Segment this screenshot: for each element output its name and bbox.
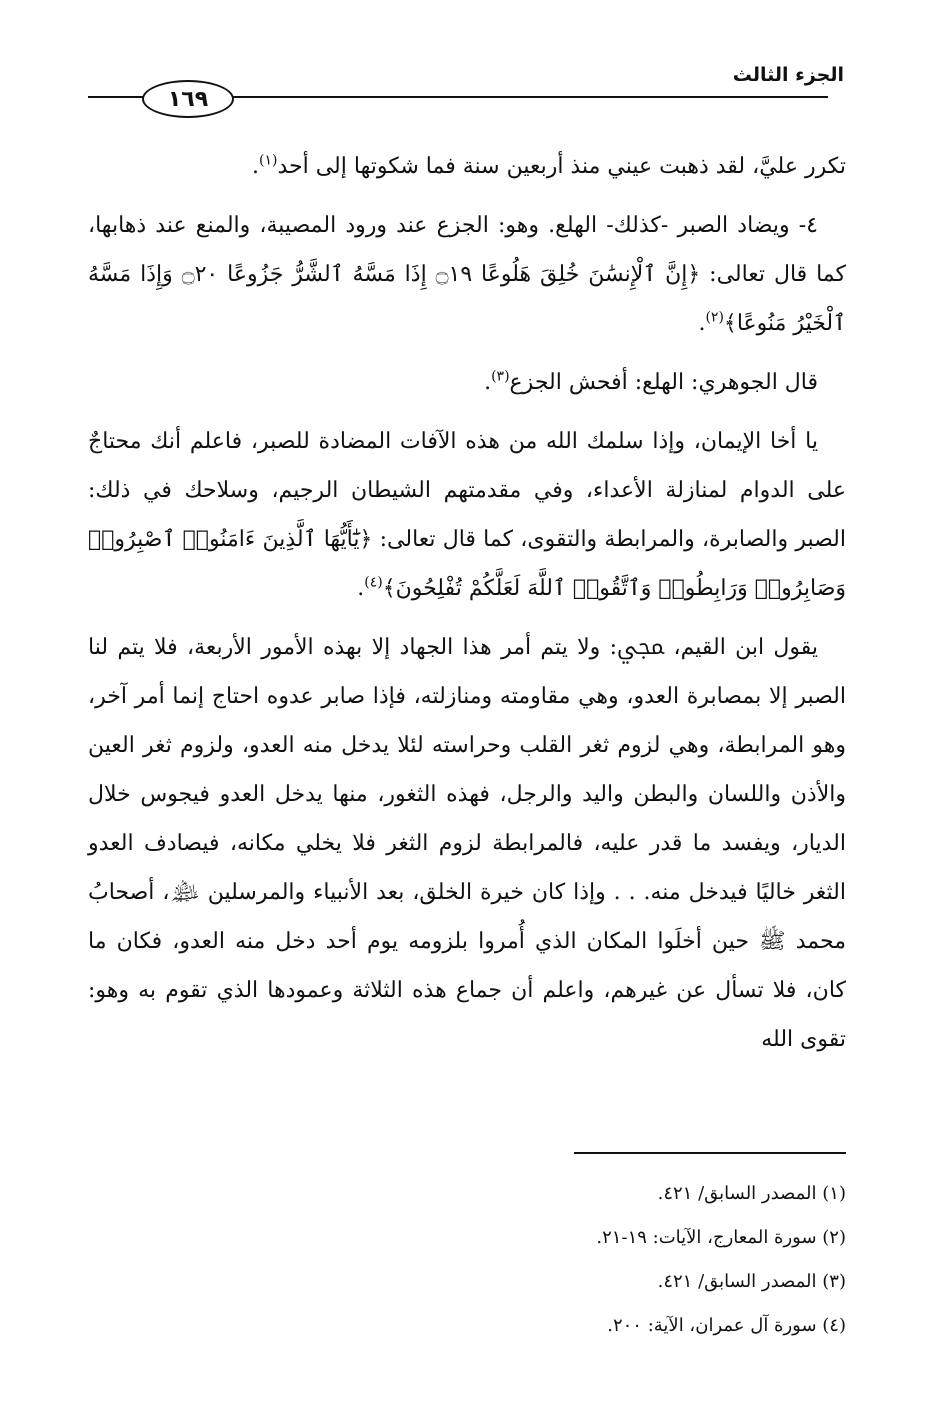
footnote-separator: [574, 1152, 846, 1154]
paragraph-3: قال الجوهري: الهلع: أفحش الجزع$^{(٣)}$.: [484, 368, 818, 395]
paragraph-4: يا أخا الإيمان، وإذا سلمك الله من هذه الآفات المضادة للصبر، فاعلم أنك محتاجٌ على الدوام لمنازلة الأعداء، وفي مقدمتهم الشيطان الرجيم، وسلاحك في ذلك: الصبر والصابرة، والمرابطة والتقوى، كما قال تعالى: ﴿يَٰٓأَيُّهَا ٱلَّذِينَ ءَامَنُوا۟ ٱصْبِرُوا۟ وَصَابِرُوا۟ وَرَابِطُوا۟ وَٱتَّقُوا۟ ٱللَّهَ لَعَلَّكُمْ تُفْلِحُونَ﴾$^{(٤)}$.: [88, 429, 847, 601]
footnote-ref-4: (٤): [364, 574, 383, 591]
footnote-4: (٤) سورة آل عمران، الآية: ٢٠٠.: [607, 1315, 846, 1336]
page-number: ١٦٩: [167, 86, 209, 112]
quran-verse-1: ﴿إِنَّ ٱلْإِنسَٰنَ خُلِقَ هَلُوعًا ۝١٩ إِذَا مَسَّهُ ٱلشَّرُّ جَزُوعًا ۝٢٠ وَإِذَا مَسَّهُ ٱلْخَيْرُ مَنُوعًا﴾: [88, 262, 846, 336]
paragraph-5: يقول ابن القيم، ﷀ: ولا يتم أمر هذا الجهاد إلا بهذه الأمور الأربعة، فلا يتم لنا الصبر إلا بمصابرة العدو، وهي مقاومته ومنازلته، فإذا صابر عدوه احتاج إنما أمر آخر، وهو المرابطة، وهي لزوم ثغر القلب وحراسته لئلا يدخل منه العدو، ولزوم ثغر العين والأذن واللسان والبطن واليد والرجل، فهذه الثغور، منها يدخل العدو فيجوس خلال الديار، ويفسد ما قدر عليه، فالمرابطة لزوم الثغر فلا يخلي مكانه، فيصادف العدو الثغر خاليًا فيدخل منه. . . وإذا كان خيرة الخلق، بعد الأنبياء والمرسلين ﵈، أصحابُ محمد ﷺ حين أخلَوا المكان الذي أُمروا بلزومه يوم أحد دخل منه العدو، فكان ما كان، فلا تسأل عن غيرهم، واعلم أن جماع هذه الثلاثة وعمودها الذي تقوم به وهو: تقوى الله: [88, 635, 846, 1052]
quran-verse-2: ﴿يَٰٓأَيُّهَا ٱلَّذِينَ ءَامَنُوا۟ ٱصْبِرُوا۟ وَصَابِرُوا۟ وَرَابِطُوا۟ وَٱتَّقُوا۟ ٱللَّهَ لَعَلَّكُمْ تُفْلِحُونَ﴾: [88, 527, 846, 601]
footnote-ref-1: (١): [259, 152, 278, 169]
footnotes: [88, 1172, 846, 1348]
footnote-ref-2: (٢): [705, 309, 724, 326]
footnote-3: (٣) المصدر السابق/ ٤٢١.: [657, 1271, 846, 1292]
footnote-2: (٢) سورة المعارج، الآيات: ١٩-٢١.: [596, 1227, 846, 1248]
paragraph-2: ٤- ويضاد الصبر -كذلك- الهلع. وهو: الجزع عند ورود المصيبة، والمنع عند ذهابها، كما قال تعالى: ﴿إِنَّ ٱلْإِنسَٰنَ خُلِقَ هَلُوعًا ۝١٩ إِذَا مَسَّهُ ٱلشَّرُّ جَزُوعًا ۝٢٠ وَإِذَا مَسَّهُ ٱلْخَيْرُ مَنُوعًا﴾$^{(٢)}$.: [88, 213, 846, 336]
footnote-ref-3: (٣): [491, 368, 510, 385]
paragraph-1: تكرر عليَّ، لقد ذهبت عيني منذ أربعين سنة فما شكوتها إلى أحد$^{(١)}$.: [252, 152, 846, 179]
page-number-badge: [142, 80, 234, 118]
main-text: [88, 142, 846, 1074]
footnote-1: (١) المصدر السابق/ ٤٢١.: [657, 1183, 846, 1204]
running-header: الجزء الثالث: [732, 64, 844, 86]
